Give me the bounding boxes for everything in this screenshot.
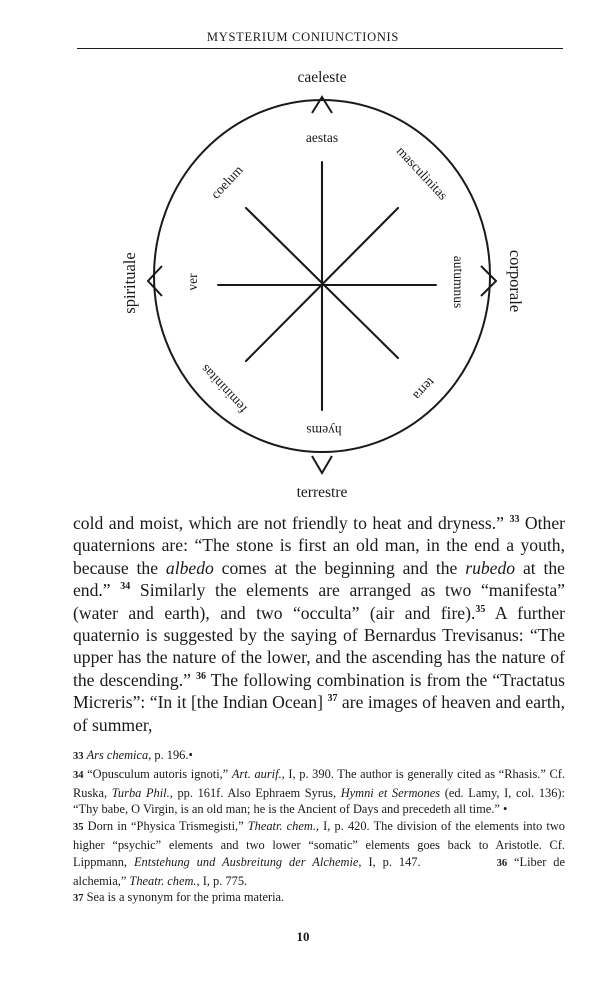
footnote-ref-37: 37 xyxy=(327,693,338,705)
footnote-ref-36: 36 xyxy=(196,670,206,682)
footnote-text: , I, p. 420. The division of the elements into two higher “psychic” elements and two lower “somatic” elements goes back to Aristotle. Cf. Lippmann, xyxy=(73,819,565,869)
footnote-title: Ars chemica xyxy=(86,748,149,762)
season-hyems: hyems xyxy=(306,423,342,438)
footnote-35-36 xyxy=(73,818,565,889)
running-head: MYSTERIUM CONIUNCTIONIS xyxy=(206,30,400,44)
footnote-text: , I, p. 390. The author is generally cited as “Rhasis.” Cf. Ruska, xyxy=(73,766,565,800)
body-text-6: A further quaternio is suggested by the saying of Bernardus Trevisanus: “The upper has the nature of the lower, and the ascending has the nature of the descending.” xyxy=(73,602,565,690)
footnote-text: , pp. 161f. Also Ephraem Syrus, xyxy=(169,785,341,800)
body-text-3: comes at the beginning and the xyxy=(213,557,466,578)
footnote-text: Dorn in “Physica Trismegisti,” xyxy=(87,819,248,834)
label-terrestre: terrestre xyxy=(296,484,348,501)
label-corporale: corporale xyxy=(506,249,525,313)
footnotes xyxy=(73,747,565,908)
body-text-2: Other quaternions are: “The stone is first an old man, in the end a youth, because the xyxy=(73,513,565,578)
page-number: 10 xyxy=(296,929,310,944)
footnote-title: Hymni et Sermones xyxy=(340,785,441,800)
footnote-title: Theatr. chem. xyxy=(247,819,316,834)
footnote-number: 34 xyxy=(73,769,84,781)
season-autumnus: autumnus xyxy=(451,255,466,309)
bottom-triangle xyxy=(312,456,332,473)
footnote-text: Sea is a synonym for the prima materia. xyxy=(86,890,285,905)
body-text-5: Similarly the elements are arranged as two “manifesta” (water and earth), and two “occulta” (air and fire). xyxy=(73,580,565,623)
quality-terra: terra xyxy=(410,374,439,404)
footnote-37 xyxy=(73,889,565,908)
quality-masculinitas: masculinitas xyxy=(393,143,451,203)
footnote-title: Turba Phil. xyxy=(111,785,170,800)
footnote-text: “Liber de alchemia,” xyxy=(73,854,565,888)
footnote-number: 33 xyxy=(73,751,84,762)
season-aestas: aestas xyxy=(305,130,339,145)
footnote-text: (ed. Lamy, I, col. 136): “Thy babe, O Virgin, is an old man; he is the Ancient of Days and precedeth all time.” • xyxy=(73,785,565,817)
term-rubedo: rubedo xyxy=(465,557,516,578)
footnote-ref-34: 34 xyxy=(120,581,131,593)
body-paragraph xyxy=(73,512,565,736)
footnote-title: Entstehung und Ausbreitung der Alchemie xyxy=(133,854,359,869)
footnote-text: , I, p. 775. xyxy=(196,873,248,888)
footnote-text: , p. 196.• xyxy=(148,748,193,762)
footnote-number: 35 xyxy=(73,822,84,834)
label-caeleste: caeleste xyxy=(297,69,347,86)
footnote-title: Theatr. chem. xyxy=(129,873,197,888)
footnote-number: 37 xyxy=(73,893,84,905)
body-text-7: The following combination is from the “Tractatus Micreris”: “In it [the Indian Ocean] xyxy=(73,669,565,713)
footnote-title: Art. aurif. xyxy=(231,766,282,781)
footnote-text: “Opusculum autoris ignoti,” xyxy=(87,766,232,781)
footnote-ref-33: 33 xyxy=(509,514,520,526)
footnote-text: , I, p. 147. xyxy=(358,854,421,869)
quality-coelum: coelum xyxy=(207,162,246,202)
quality-femininitas: femininitas xyxy=(197,361,250,417)
label-spirituale: spirituale xyxy=(120,252,139,314)
season-ver: ver xyxy=(185,273,200,291)
body-text-1: cold and moist, which are not friendly to heat and dryness.” xyxy=(73,513,504,533)
body-text-4: at the end.” xyxy=(73,557,565,601)
footnote-number: 36 xyxy=(496,857,508,869)
body-text-8: are images of heaven and earth, of summer, xyxy=(73,692,565,735)
footnote-33 xyxy=(73,747,565,766)
footnote-34 xyxy=(73,766,565,818)
term-albedo: albedo xyxy=(165,557,214,578)
footnote-ref-35: 35 xyxy=(475,603,486,615)
